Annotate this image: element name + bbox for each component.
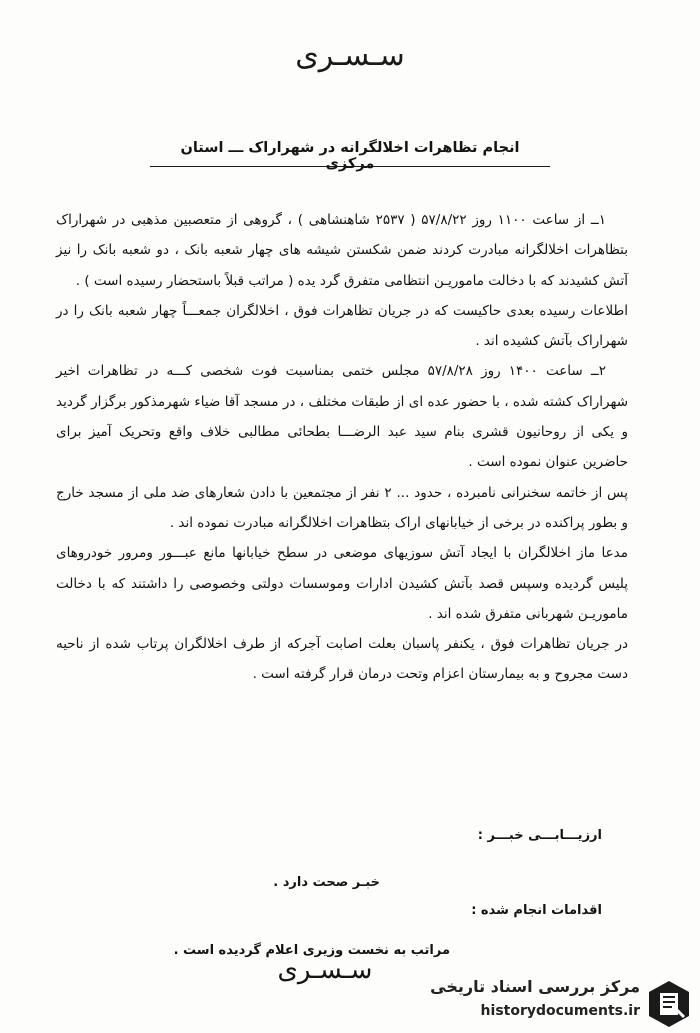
paragraph-5: مدعا ماز اخلالگران با ایجاد آتش سوزیهای موضعی در سطح خیابانها مانع عبـــور ومرور خودروهای پلیس گردیده وسپس قصد بآتش کشیدن ادارات وموسسات دولتی وخصوصی را داشتند که با دخالت ماموریـن شهربانی متفرق شده اند .	[56, 545, 628, 622]
paragraph-2: اطلاعات رسیده بعدی حاکیست که در جریان تظاهرات فوق ، اخلالگران جمعـــاً چهار شعبه بانک را در شهراراک بآتش کشیده اند .	[56, 302, 628, 350]
watermark-org-name: مرکز بررسی اسناد تاریخی	[430, 977, 640, 996]
news-status: خبـر صحت دارد .	[273, 875, 380, 890]
paragraph-6: در جریان تظاهرات فوق ، یکنفر پاسبان بعلت اصابت آجرکه از طرف اخلالگران پرتاب شده از ناحیه دست مجروح و به بیمارستان اعزام وتحت درمان قرار گرفته است .	[56, 636, 628, 683]
classification-stamp-bottom: سـسـری	[277, 955, 373, 985]
document-body	[56, 205, 628, 690]
archive-logo-icon	[646, 979, 692, 1029]
title-underline	[150, 166, 550, 167]
paragraph-3: ۲ــ ساعت ۱۴۰۰ روز ۵۷/۸/۲۸ مجلس ختمی بمناسبت فوت شخصی کـــه در تظاهرات اخیر شهراراک کشته شده ، با حضور عده ای از طبقات مختلف ، در مسجد آقا ضیاء شهرمذکور برگزار گردید و یکی از روحانیون قشری بنام سید عبد الرضـــا بطحائی مطالبی خلاف واقع وتحریک آمیز برای حاضرین عنوان نموده است .	[56, 363, 628, 471]
news-evaluation-label: ارزیـــابـــی خبـــر :	[477, 828, 602, 843]
paragraph-4: پس از خاتمه سخنرانی نامبرده ، حدود ... ۲ نفر از مجتمعین با دادن شعارهای ضد ملی از مسجد خارج و بطور پراکنده در برخی از خیابانهای اراک بتظاهرات اخلالگرانه مبادرت نموده اند .	[56, 484, 628, 531]
paragraph-1: ۱ــ از ساعت ۱۱۰۰ روز ۵۷/۸/۲۲ ( ۲۵۳۷ شاهنشاهی ) ، گروهی از متعصبین مذهبی در شهراراک بتظاهرات اخلالگرانه مبادرت کردند ضمن شکستن شیشه های چهار شعبه بانک ، دو شعبه بانک را نیز آتش کشیدند که با دخالت ماموریـن انتظامی متفرق گرد یده ( مراتب قبلاً باستحضار رسیده است ) .	[56, 212, 628, 289]
archive-watermark	[410, 975, 700, 1033]
watermark-url: historydocuments.ir	[480, 1003, 640, 1019]
report-line: مراتب به نخست وزیری اعلام گردیده است .	[173, 943, 450, 958]
document-title: انجام تظاهرات اخلالگرانه در شهراراک ـــ استان مرکزی	[180, 140, 520, 172]
classification-stamp-top: سـسـری	[295, 38, 405, 73]
actions-taken-label: اقدامات انجام شده :	[471, 903, 602, 918]
